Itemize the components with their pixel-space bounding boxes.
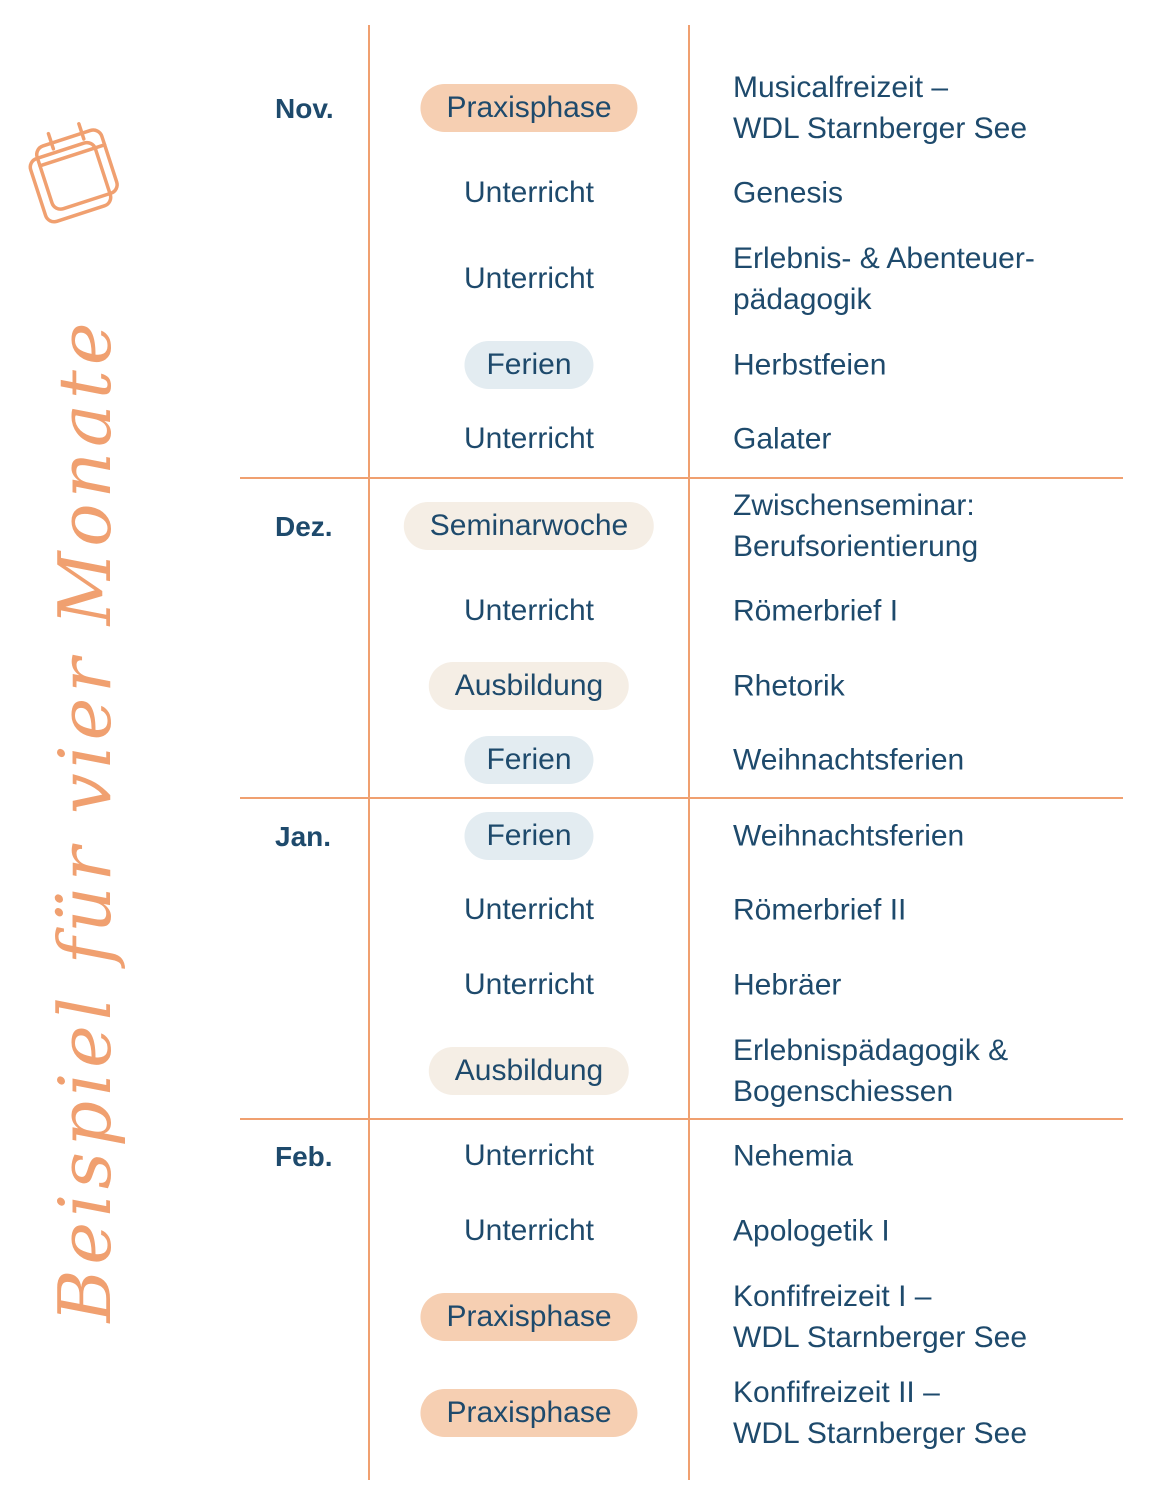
topic xyxy=(733,666,845,707)
column-divider-right xyxy=(688,25,690,1480)
activity-type: Unterricht xyxy=(463,262,595,295)
page-title: Beispiel für vier Monate xyxy=(43,317,127,1323)
topic-line: WDL Starnberger See xyxy=(733,1417,1028,1450)
month-separator xyxy=(240,1118,1123,1120)
topic-line: Bogenschiessen xyxy=(733,1075,954,1108)
topic xyxy=(733,238,1035,320)
topic xyxy=(733,1276,1027,1358)
month-label: Nov. xyxy=(275,93,334,124)
topic xyxy=(733,1136,853,1177)
month-separator xyxy=(240,477,1123,479)
topic xyxy=(733,419,831,460)
topic-line: Römerbrief II xyxy=(733,893,907,927)
topic xyxy=(733,740,964,781)
month-separator xyxy=(240,797,1123,799)
topic-line: Konfifreizeit I – xyxy=(733,1280,932,1313)
topic xyxy=(733,1030,1008,1112)
topic-line: Apologetik I xyxy=(733,1214,890,1248)
topic xyxy=(733,67,1027,149)
topic xyxy=(733,345,886,386)
activity-type: Unterricht xyxy=(463,422,595,455)
column-divider-left xyxy=(368,25,370,1480)
activity-type: Seminarwoche xyxy=(404,502,654,550)
activity-type: Ausbildung xyxy=(429,662,629,710)
month-label: Jan. xyxy=(275,821,332,852)
topic-line: Erlebnis- & Abenteuer- xyxy=(733,242,1035,275)
activity-type: Praxisphase xyxy=(420,84,637,132)
topic xyxy=(733,965,841,1006)
topic-line: Rhetorik xyxy=(733,669,845,703)
activity-type: Unterricht xyxy=(463,1139,595,1172)
topic-line: Genesis xyxy=(733,176,844,210)
topic xyxy=(733,173,843,214)
topic-line: Weihnachtsferien xyxy=(733,819,965,853)
topic-line: pädagogik xyxy=(733,283,872,316)
topic-line: Herbstfeien xyxy=(733,348,887,382)
topic-line: Nehemia xyxy=(733,1139,854,1173)
topic-line: WDL Starnberger See xyxy=(733,1321,1028,1354)
topic-line: Konfifreizeit II – xyxy=(733,1376,940,1409)
activity-type: Praxisphase xyxy=(420,1293,637,1341)
topic-line: Zwischenseminar: xyxy=(733,489,975,522)
topic xyxy=(733,591,898,632)
activity-type: Ferien xyxy=(464,341,593,389)
activity-type: Unterricht xyxy=(463,594,595,627)
activity-type: Unterricht xyxy=(463,968,595,1001)
topic-line: Weihnachtsferien xyxy=(733,743,965,777)
activity-type: Praxisphase xyxy=(420,1389,637,1437)
topic-line: Musicalfreizeit – xyxy=(733,71,949,104)
topic xyxy=(733,890,906,931)
topic-line: Römerbrief I xyxy=(733,594,899,628)
activity-type: Unterricht xyxy=(463,176,595,209)
topic-line: Berufsorientierung xyxy=(733,530,979,563)
activity-type: Ausbildung xyxy=(429,1047,629,1095)
topic xyxy=(733,1372,1027,1454)
month-label: Dez. xyxy=(275,511,333,542)
topic xyxy=(733,1211,890,1252)
activity-type: Ferien xyxy=(464,812,593,860)
topic-line: WDL Starnberger See xyxy=(733,112,1028,145)
topic-line: Hebräer xyxy=(733,968,842,1002)
activity-type: Unterricht xyxy=(463,893,595,926)
month-label: Feb. xyxy=(275,1141,333,1172)
topic xyxy=(733,485,978,567)
activity-type: Ferien xyxy=(464,736,593,784)
topic-line: Erlebnispädagogik & xyxy=(733,1034,1009,1067)
activity-type: Unterricht xyxy=(463,1214,595,1247)
calendar-icon xyxy=(14,110,134,240)
topic xyxy=(733,816,964,857)
topic-line: Galater xyxy=(733,422,832,456)
